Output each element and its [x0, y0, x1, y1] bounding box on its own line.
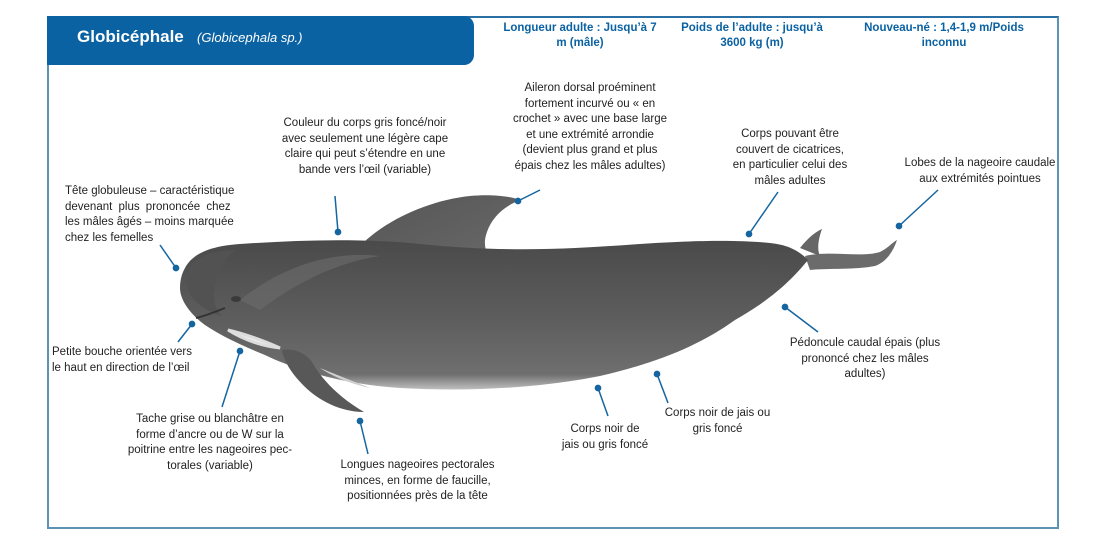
leader-tail	[899, 190, 938, 226]
label-pectoral-fins: Longues nageoires pectorales minces, en forme de faucille, positionnées près de la tête	[340, 459, 495, 502]
leader-body-1	[598, 388, 608, 416]
eye	[231, 296, 241, 302]
stat-adult-length: Longueur adulte : Jusqu’à 7 m (mâle)	[503, 22, 657, 49]
leader-body-2	[657, 374, 668, 403]
label-body-color: Couleur du corps gris foncé/noir avec seulement une légère cape claire qui peut s’étendre en une bande vers l’œil (variable)	[281, 117, 449, 176]
label-dorsal-fin: Aileron dorsal proéminent fortement incurvé ou « en crochet » avec une base large et une extrémité arrondie (devient plus grand et plus épais chez les mâles adultes)	[512, 82, 668, 172]
leader-dorsal	[518, 190, 540, 201]
stat-newborn: Nouveau-né : 1,4-1,9 m/Poids inconnu	[864, 22, 1024, 49]
tail-fluke-upper	[800, 229, 822, 256]
label-chest-patch: Tache grise ou blanchâtre en forme d’ancre ou de W sur la poitrine entre les nageoires pec- torales (variable)	[127, 413, 293, 472]
label-head: Tête globuleuse – caractéristique devenant plus prononcée chez les mâles âgés – moins marquée chez les femelles	[65, 185, 235, 244]
label-peduncle: Pédoncule caudal épais (plus prononcé chez les mâles adultes)	[789, 337, 941, 380]
label-scars: Corps pouvant être couvert de cicatrices, en particulier celui des mâles adultes	[732, 128, 848, 187]
leader-peduncle	[785, 307, 818, 332]
label-mouth: Petite bouche orientée vers le haut en direction de l’œil	[52, 346, 193, 374]
label-body-black-2: Corps noir de jais ou gris foncé	[664, 407, 771, 435]
leader-head	[160, 245, 176, 268]
leader-mouth	[178, 324, 192, 342]
leader-scars	[749, 192, 778, 234]
label-tail-lobes: Lobes de la nageoire caudale aux extrémités pointues	[904, 157, 1056, 185]
tail-fluke	[805, 240, 897, 270]
leader-color	[335, 196, 338, 232]
leader-pectoral	[360, 421, 368, 454]
label-body-black-1: Corps noir de jais ou gris foncé	[561, 423, 649, 451]
stat-adult-weight: Poids de l’adulte : jusqu’à 3600 kg (m)	[681, 22, 823, 49]
page-title: Globicéphale	[77, 27, 184, 46]
scientific-name: (Globicephala sp.)	[197, 30, 303, 45]
whale-body	[180, 240, 808, 389]
leader-chest	[222, 351, 240, 407]
